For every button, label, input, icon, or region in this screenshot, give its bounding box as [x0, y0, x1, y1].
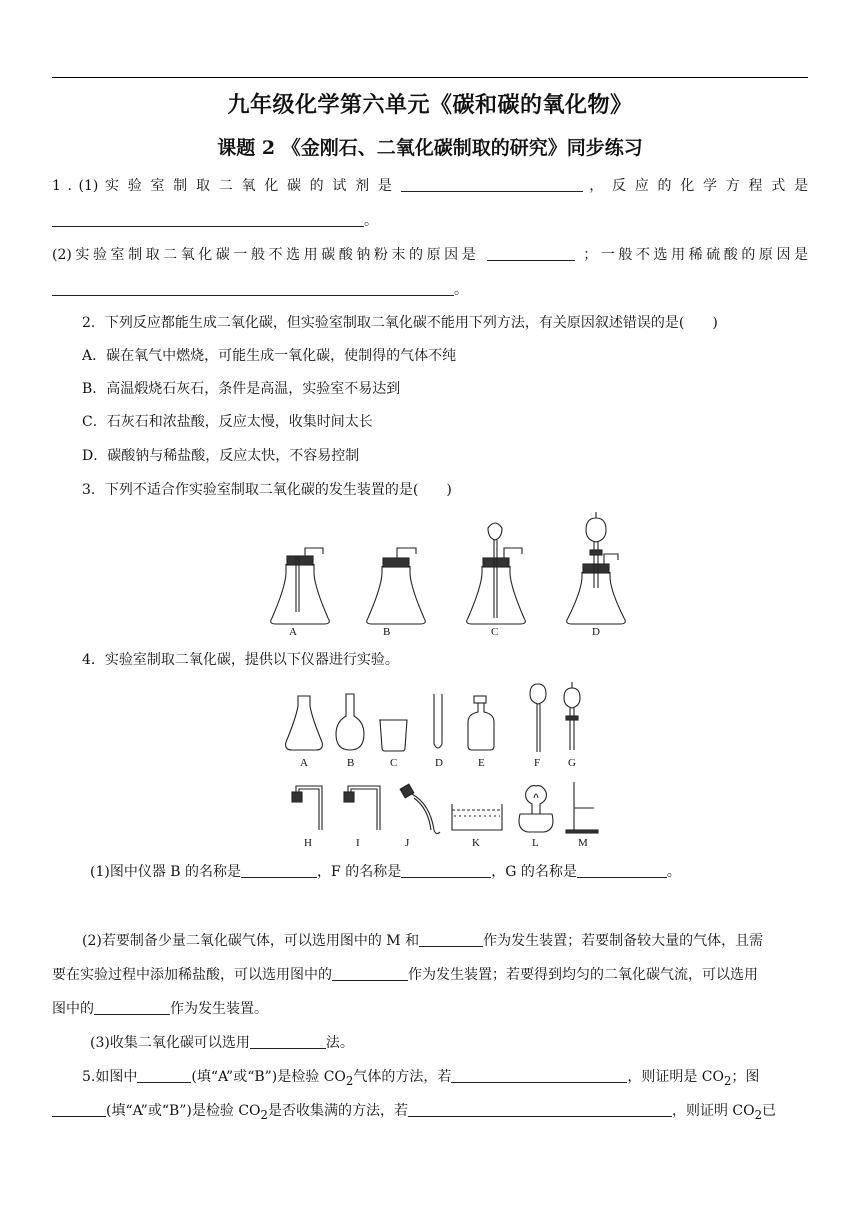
q5-full-choice-blank[interactable] [52, 1102, 106, 1117]
page-title: 九年级化学第六单元《碳和碳的氧化物》 [227, 92, 633, 118]
label-b: B [383, 626, 391, 638]
q4-text: 作为发生装置；若要制备较大量的气体，且需 [483, 933, 764, 949]
q1-reason1-blank[interactable] [487, 246, 575, 261]
subscript: 2 [723, 1073, 732, 1088]
q2-stem: 2．下列反应都能生成二氧化碳，但实验室制取二氧化碳不能用下列方法，有关原因叙述错误的是( ) [82, 315, 718, 331]
apparatus-d[interactable] [567, 512, 626, 624]
label-c: C [390, 757, 398, 769]
apparatus-a[interactable] [271, 548, 330, 624]
q4-g-name-blank[interactable] [577, 863, 667, 878]
q3-apparatus-figure [250, 508, 650, 640]
label-d: D [435, 757, 443, 769]
q5-text: 气体的方法，若 [353, 1069, 452, 1085]
label-l: L [532, 837, 539, 849]
q4-steady-setup-blank[interactable] [94, 1000, 170, 1015]
q4-part2-line1 [82, 931, 763, 951]
q4-f-name-blank[interactable] [401, 863, 491, 878]
q5-line2 [52, 1101, 776, 1125]
q4-part3 [90, 1033, 354, 1053]
q4-collect-method-blank[interactable] [250, 1034, 326, 1049]
q1-reason2-blank[interactable] [52, 281, 454, 296]
q5-text: ；图 [731, 1069, 760, 1085]
q5-text: 已 [762, 1103, 777, 1119]
water-trough[interactable] [452, 804, 502, 830]
q4-text: (2)若要制备少量二氧化碳气体，可以选用图中的 M 和 [82, 933, 420, 949]
q2-option-c[interactable]: C．石灰石和浓盐酸，反应太慢，收集时间太长 [82, 414, 373, 430]
subscript: 2 [345, 1073, 354, 1088]
label-k: K [472, 837, 480, 849]
q1-reagent-blank[interactable] [401, 177, 583, 192]
q5-text: ，则证明 CO [671, 1103, 755, 1119]
q1-line3 [52, 245, 808, 265]
round-bottom-flask[interactable] [336, 694, 364, 750]
label-a: A [300, 757, 308, 769]
iron-stand[interactable] [566, 782, 598, 833]
label-a: A [289, 626, 297, 638]
subscript: 2 [754, 1107, 763, 1122]
q4-text: ，G 的名称是 [491, 864, 577, 880]
q2-option-a[interactable]: A．碳在氧气中燃烧，可能生成一氧化碳，使制得的气体不纯 [82, 348, 457, 364]
q4-text: (3)收集二氧化碳可以选用 [90, 1035, 250, 1051]
q1-line1 [52, 176, 808, 196]
q2-option-b[interactable]: B．高温煅烧石灰石，条件是高温，实验室不易达到 [82, 381, 401, 397]
q5-line1 [82, 1067, 759, 1091]
beaker[interactable] [379, 720, 407, 751]
conical-flask[interactable] [286, 696, 323, 750]
page-subtitle: 课题 2 《金刚石、二氧化碳制取的研究》同步练习 [217, 137, 643, 159]
label-c: C [491, 626, 499, 638]
q5-full-result-blank[interactable] [408, 1102, 672, 1117]
q1-text: ， 反 应 的 化 学 方 程 式 是 [589, 178, 808, 194]
q1-line4 [52, 280, 468, 300]
stopper-tube-h[interactable] [292, 786, 322, 830]
label-m: M [578, 837, 588, 849]
q4-text: 作为发生装置；若要得到均匀的二氧化碳气流，可以选用 [408, 967, 758, 983]
apparatus-c[interactable] [467, 523, 526, 624]
q4-part1 [90, 862, 681, 882]
q4-text: 要在实验过程中添加稀盐酸，可以选用图中的 [52, 967, 332, 983]
q1-text: 1 . (1) 实 验 室 制 取 二 氧 化 碳 的 试 剂 是 [52, 178, 395, 194]
q5-test-choice-blank[interactable] [137, 1068, 191, 1083]
q5-test-result-blank[interactable] [451, 1068, 627, 1083]
long-neck-funnel[interactable] [530, 684, 546, 752]
q4-part2-line3 [52, 999, 268, 1019]
q1-text: ；一般不选用稀硫酸的原因是 [583, 247, 808, 263]
q4-text: 法。 [325, 1035, 354, 1051]
label-f: F [534, 757, 541, 769]
q5-text: 是否收集满的方法，若 [267, 1103, 408, 1119]
q4-text: 作为发生装置。 [170, 1001, 268, 1017]
separatory-funnel[interactable] [564, 682, 580, 750]
apparatus-b[interactable] [367, 548, 426, 624]
q5-text: 5.如图中 [82, 1069, 138, 1085]
q5-text: ，则证明是 CO [627, 1069, 724, 1085]
q4-b-name-blank[interactable] [241, 863, 317, 878]
q1-line2 [52, 211, 378, 231]
label-i: I [356, 837, 360, 849]
label-e: E [478, 757, 485, 769]
stopper-tube-i[interactable] [344, 786, 380, 830]
label-j: J [405, 837, 410, 849]
q3-stem: 3．下列不适合作实验室制取二氧化碳的发生装置的是( ) [82, 482, 452, 498]
q2-option-d[interactable]: D．碳酸钠与稀盐酸，反应太快，不容易控制 [82, 448, 360, 464]
subscript: 2 [260, 1107, 268, 1122]
label-h: H [304, 837, 312, 849]
q4-large-setup-blank[interactable] [332, 966, 408, 981]
test-tube[interactable] [434, 694, 442, 748]
period: 。 [364, 213, 378, 229]
period: 。 [454, 282, 468, 298]
gas-bottle[interactable] [468, 696, 494, 750]
label-b: B [347, 757, 355, 769]
q5-text: (填“A”或“B”)是检验 CO [191, 1069, 346, 1085]
q4-small-setup-blank[interactable] [419, 932, 483, 947]
bent-tube-j[interactable] [400, 784, 440, 833]
q4-instruments-figure [276, 680, 606, 852]
label-g: G [568, 757, 576, 769]
q4-stem: 4．实验室制取二氧化碳，提供以下仪器进行实验。 [82, 652, 399, 668]
q4-text: (1)图中仪器 B 的名称是 [90, 864, 242, 880]
period: 。 [666, 864, 681, 880]
q4-text: 图中的 [52, 1001, 94, 1017]
q4-part2-line2 [52, 965, 758, 985]
label-d: D [592, 626, 600, 638]
q4-text: ，F 的名称是 [317, 864, 402, 880]
alcohol-lamp[interactable] [519, 786, 553, 832]
q5-text: (填“A”或“B”)是检验 CO [106, 1103, 261, 1119]
q1-text: (2)实验室制取二氧化碳一般不选用碳酸钠粉末的原因是 [52, 247, 480, 263]
q1-equation-blank[interactable] [52, 212, 364, 227]
top-rule [52, 77, 808, 78]
